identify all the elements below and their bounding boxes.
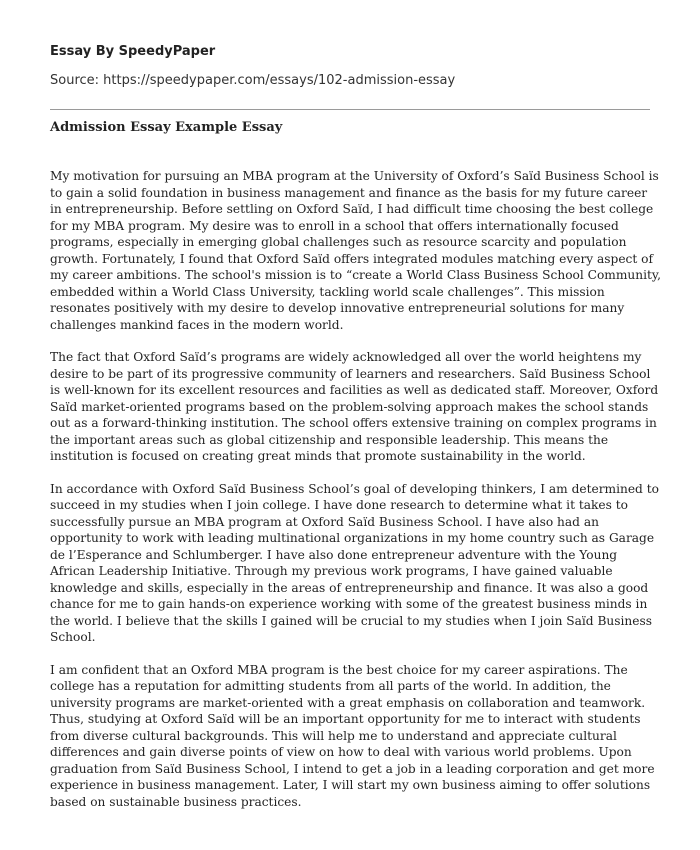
essay-paragraph-3: In accordance with Oxford Saïd Business School’s goal of developing thinkers, I am determined to succeed in my studies when I join college. I have done research to determine what it takes to successfully pursue an MBA program at Oxford Saïd Business School. I have also had an opportunity to work with leading multinational organizations in my home country such as Garage de l’Esperance and Schlumberger. I have also done entrepreneur adventure with the Young African Leadership Initiative. Through my previous work programs, I have gained valuable knowledge and skills, especially in the areas of entrepreneurship and finance. It was also a good chance for me to gain hands-on experience working with some of the greatest business minds in the world. I believe that the skills I gained will be crucial to my studies when I join Saïd Business School. <box>50 481 659 644</box>
essay-title: Admission Essay Example Essay <box>50 120 283 135</box>
essay-paragraph-4: I am confident that an Oxford MBA program is the best choice for my career aspirations. The college has a reputation for admitting students from all parts of the world. In addition, the university programs are market-oriented with a great emphasis on collaboration and teamwork. Thus, studying at Oxford Saïd will be an important opportunity for me to interact with students from diverse cultural backgrounds. This will help me to understand and appreciate cultural differences and gain diverse points of view on how to deal with various world problems. Upon graduation from Saïd Business School, I intend to get a job in a leading corporation and get more experience in business management. Later, I will start my own business aiming to offer solutions based on sustainable business practices. <box>50 662 655 809</box>
header-divider <box>50 109 650 110</box>
essay-body <box>50 168 662 826</box>
document-source-line: Source: https://speedypaper.com/essays/102-admission-essay <box>50 73 456 88</box>
essay-paragraph-1: My motivation for pursuing an MBA program at the University of Oxford’s Saïd Business School is to gain a solid foundation in business management and finance as the basis for my future career in entrepreneurship. Before settling on Oxford Saïd, I had difficult time choosing the best college for my MBA program. My desire was to enroll in a school that offers internationally focused programs, especially in emerging global challenges such as resource scarcity and population growth. Fortunately, I found that Oxford Saïd offers integrated modules matching every aspect of my career ambitions. The school's mission is to “create a World Class Business School Community, embedded within a World Class University, tackling world scale challenges”. This mission resonates positively with my desire to develop innovative entrepreneurial solutions for many challenges mankind faces in the modern world. <box>50 169 662 332</box>
document-header-title: Essay By SpeedyPaper <box>50 44 216 59</box>
essay-paragraph-2: The fact that Oxford Saïd’s programs are widely acknowledged all over the world heightens my desire to be part of its progressive community of learners and researchers. Saïd Business School is well-known for its excellent resources and facilities as well as dedicated staff. Moreover, Oxford Saïd market-oriented programs based on the problem-solving approach makes the school stands out as a forward-thinking institution. The school offers extensive training on complex programs in the important areas such as global citizenship and responsible leadership. This means the institution is focused on creating great minds that promote sustainability in the world. <box>50 350 659 463</box>
